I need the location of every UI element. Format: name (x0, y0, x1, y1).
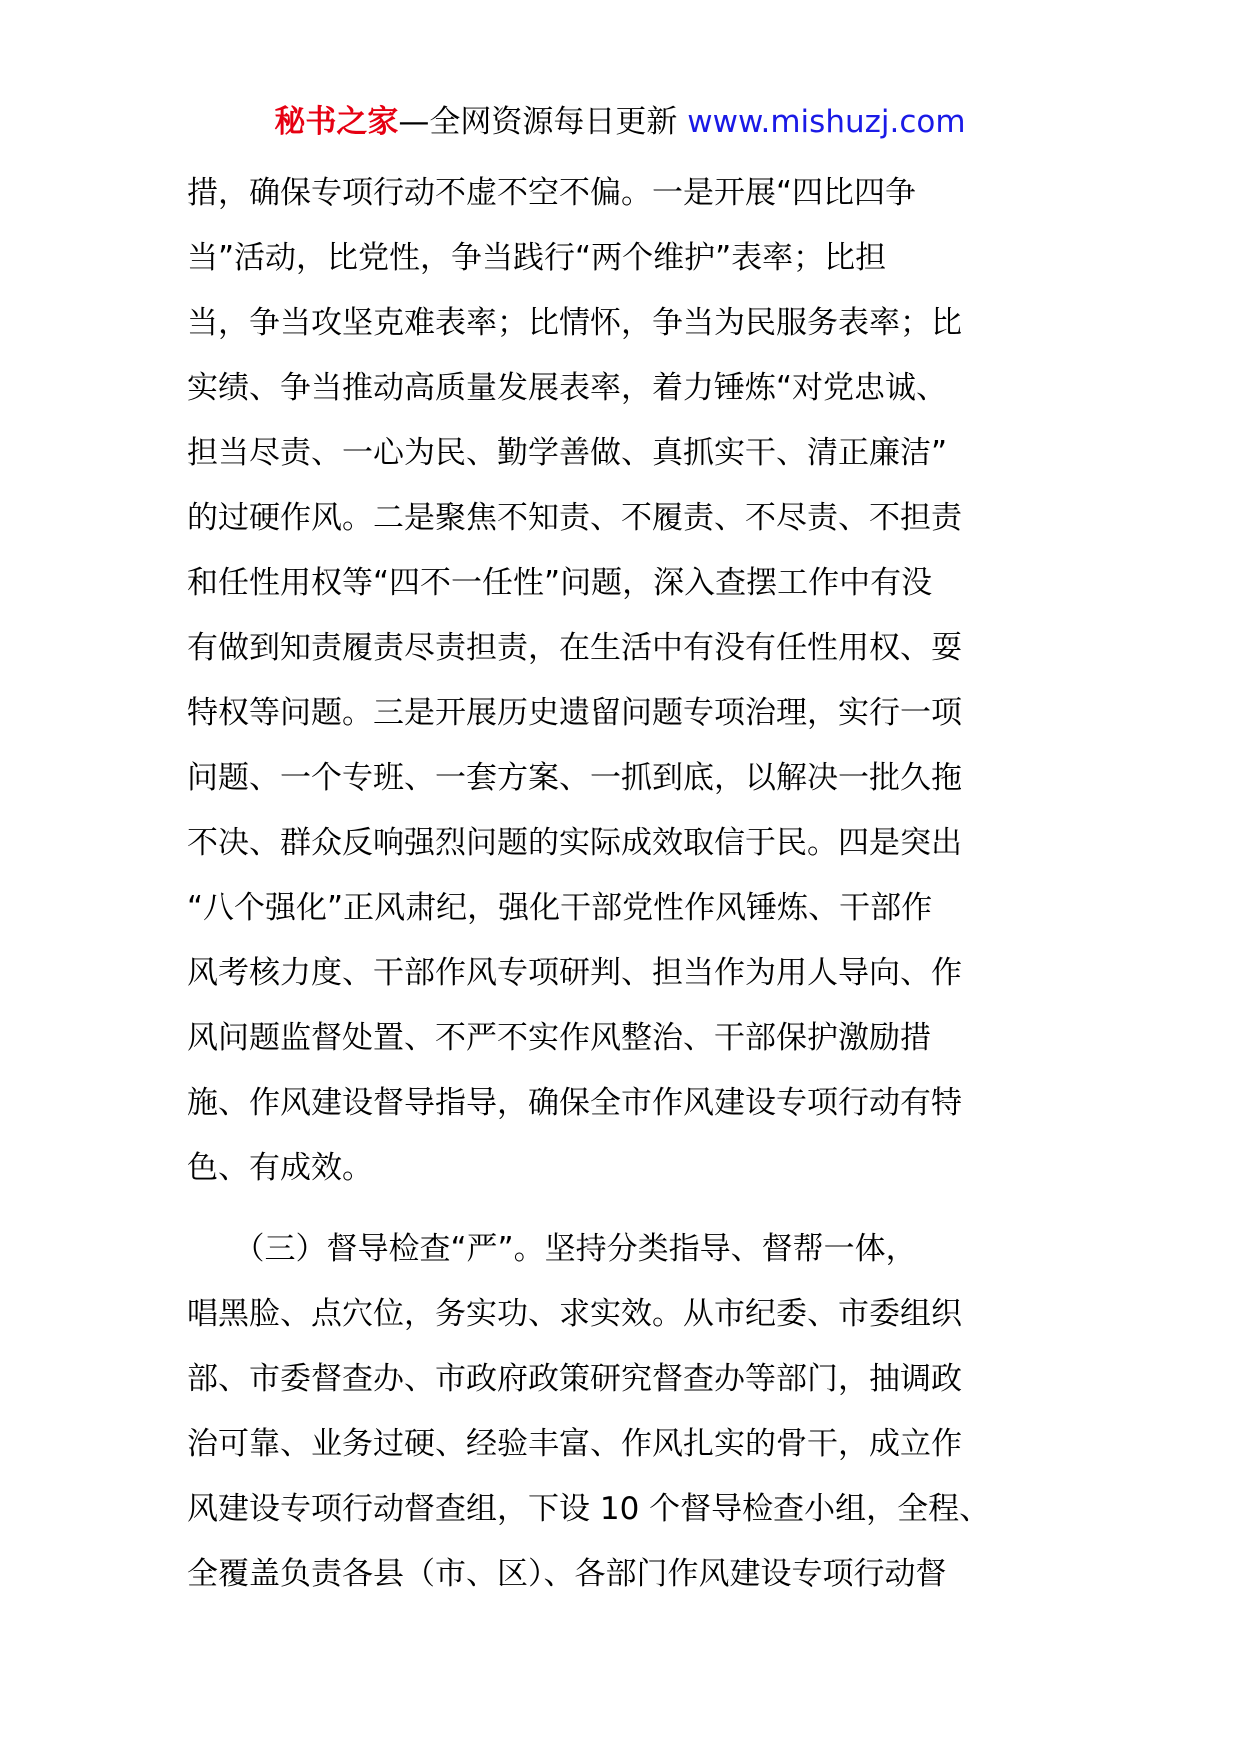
text-line: 特权等问题。三是开展历史遗留问题专项治理，实行一项 (187, 695, 962, 731)
document-body (187, 161, 1057, 1607)
paragraph-1 (187, 161, 1057, 1201)
text-line: 风建设专项行动督查组，下设 10 个督导检查小组，全程、 (187, 1491, 991, 1527)
text-line: 当”活动，比党性，争当践行“两个维护”表率；比担 (187, 240, 887, 276)
text-line: 措，确保专项行动不虚不空不偏。一是开展“四比四争 (187, 175, 917, 211)
text-line: 不决、群众反响强烈问题的实际成效取信于民。四是突出 (187, 825, 962, 861)
paragraph-2 (187, 1217, 1057, 1607)
text-line: 实绩、争当推动高质量发展表率，着力锤炼“对党忠诚、 (187, 370, 948, 406)
text-line: 全覆盖负责各县（市、区）、各部门作风建设专项行动督 (187, 1556, 947, 1592)
text-line: 当，争当攻坚克难表率；比情怀，争当为民服务表率；比 (187, 305, 962, 341)
text-line: 色、有成效。 (187, 1150, 373, 1186)
text-line: 风考核力度、干部作风专项研判、担当作为用人导向、作 (187, 955, 962, 991)
text-line: 的过硬作风。二是聚焦不知责、不履责、不尽责、不担责 (187, 500, 962, 536)
paragraph-spacer (187, 1201, 1057, 1217)
site-url-link[interactable]: www.mishuzj.com (687, 104, 966, 140)
site-slogan: —全网资源每日更新 (398, 104, 688, 140)
text-line: 和任性用权等“四不一任性”问题，深入查摆工作中有没 (187, 565, 933, 601)
text-line: 部、市委督查办、市政府政策研究督查办等部门，抽调政 (187, 1361, 962, 1397)
text-line: 有做到知责履责尽责担责，在生活中有没有任性用权、耍 (187, 630, 962, 666)
page-header-banner (0, 100, 1240, 144)
site-brand: 秘书之家 (274, 104, 399, 140)
text-line: 风问题监督处置、不严不实作风整治、干部保护激励措 (187, 1020, 931, 1056)
text-line: 治可靠、业务过硬、经验丰富、作风扎实的骨干，成立作 (187, 1426, 962, 1462)
text-line: “八个强化”正风肃纪，强化干部党性作风锤炼、干部作 (187, 890, 933, 926)
text-line: 问题、一个专班、一套方案、一抓到底，以解决一批久拖 (187, 760, 962, 796)
text-line: （三）督导检查“严”。坚持分类指导、督帮一体， (187, 1231, 917, 1267)
text-line: 施、作风建设督导指导，确保全市作风建设专项行动有特 (187, 1085, 962, 1121)
text-line: 唱黑脸、点穴位，务实功、求实效。从市纪委、市委组织 (187, 1296, 962, 1332)
text-line: 担当尽责、一心为民、勤学善做、真抓实干、清正廉洁” (187, 435, 948, 471)
